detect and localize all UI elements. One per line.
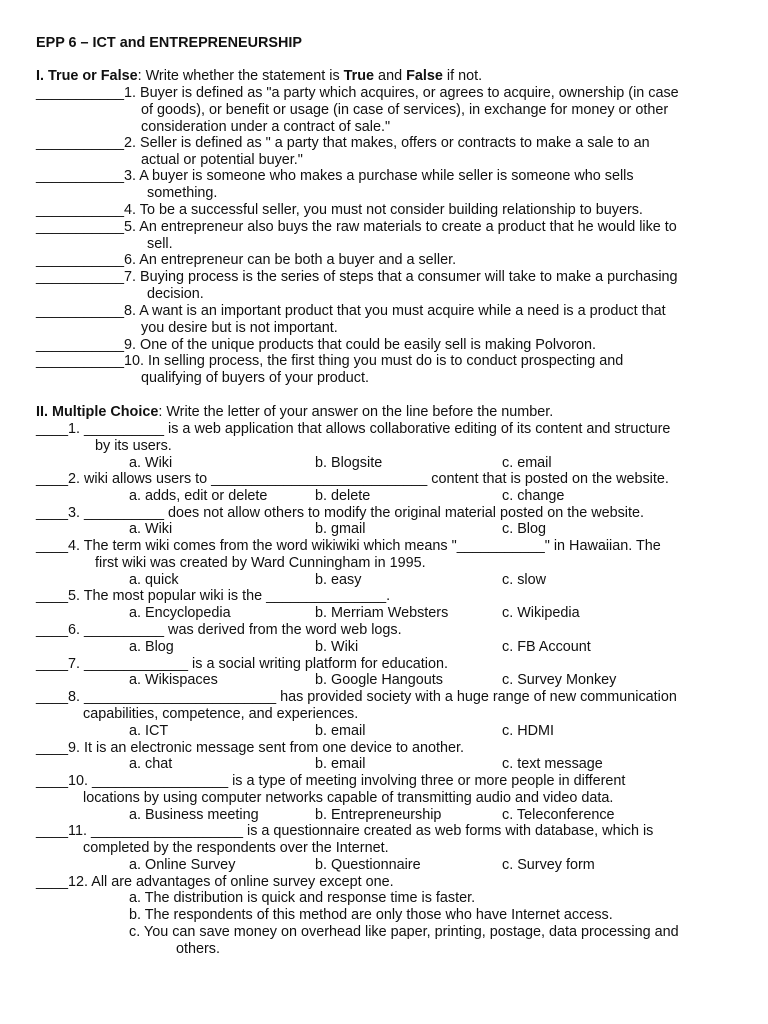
option-b: b. delete: [315, 488, 371, 504]
option-b: b. Wiki: [315, 639, 359, 655]
option-c: c. HDMI: [502, 723, 554, 739]
tf-item-1-line-3: consideration under a contract of sale.": [141, 118, 391, 135]
option-a: a. adds, edit or delete: [129, 488, 268, 504]
tf-item-4-line-1: ___________4. To be a successful seller, you must not consider building relationship to buyers.: [36, 202, 643, 218]
answer-blank[interactable]: ___________: [36, 353, 125, 369]
tf-item-9-line-1: ___________9. One of the unique products that could be easily sell is making Polvoron.: [36, 337, 597, 353]
mc-item-2-options: [129, 488, 729, 505]
answer-blank[interactable]: ___________: [36, 85, 125, 101]
mc-item-11-options: [129, 857, 729, 874]
answer-blank[interactable]: ___________: [36, 269, 125, 285]
mc-item-3-line-1: ____3. __________ does not allow others to modify the original material posted on the website.: [36, 505, 645, 521]
answer-blank[interactable]: ___________: [36, 252, 125, 268]
option-c: c. Teleconference: [502, 807, 615, 823]
tf-item-4: [36, 202, 736, 219]
tf-item-1-line-1: ___________1. Buyer is defined as "a party which acquires, or agrees to acquire, ownership (in case: [36, 85, 679, 101]
mc-item-4-line-2: first wiki was created by Ward Cunningham in 1995.: [95, 554, 426, 571]
mc-item-4-line-1: ____4. The term wiki comes from the word wikiwiki which means "___________" in Hawaiian. The: [36, 538, 661, 554]
tf-item-3: [36, 168, 736, 202]
mc-item-12-option-a: a. The distribution is quick and response time is faster.: [129, 890, 476, 906]
option-b: b. Merriam Websters: [315, 605, 449, 621]
tf-item-2-line-1: ___________2. Seller is defined as " a party that makes, offers or contracts to make a sale to an: [36, 135, 650, 151]
tf-item-10-line-2: qualifying of buyers of your product.: [141, 369, 369, 386]
mc-item-1-options: [129, 455, 729, 472]
mc-item-9-options: [129, 756, 729, 773]
option-a: a. Blog: [129, 639, 174, 655]
tf-item-3-line-1: ___________3. A buyer is someone who makes a purchase while seller is someone who sells: [36, 168, 634, 184]
mc-item-9: [36, 740, 746, 757]
option-c: c. email: [502, 455, 552, 471]
tf-item-10: [36, 353, 736, 387]
answer-blank[interactable]: ___________: [36, 219, 125, 235]
option-b: b. Questionnaire: [315, 857, 421, 873]
mc-item-7: [36, 656, 746, 673]
mc-item-7-line-1: ____7. _____________ is a social writing platform for education.: [36, 656, 449, 672]
mc-item-11-line-1: ____11. ___________________ is a questionnaire created as web forms with database, which is: [36, 823, 654, 839]
tf-item-9: [36, 337, 736, 354]
mc-item-12: [36, 874, 746, 891]
tf-item-1-line-2: of goods), or benefit or usage (in case of services), in exchange for money or other: [141, 101, 669, 118]
option-a: a. Wiki: [129, 455, 173, 471]
mc-item-1-line-1: ____1. __________ is a web application that allows collaborative editing of its content and structure: [36, 421, 671, 437]
section1-heading: [36, 68, 482, 85]
tf-item-7-line-2: decision.: [147, 285, 204, 302]
option-b: b. email: [315, 723, 366, 739]
tf-item-8-line-2: you desire but is not important.: [141, 319, 338, 336]
mc-item-12-option-c: c. You can save money on overhead like paper, printing, postage, data processing and others.: [129, 924, 679, 957]
option-c: c. text message: [502, 756, 603, 772]
option-b: b. easy: [315, 572, 362, 588]
tf-item-8: [36, 303, 736, 337]
tf-item-2: [36, 135, 736, 169]
mc-item-2-line-1: ____2. wiki allows users to ___________________________ content that is posted on the website.: [36, 471, 669, 487]
section1-bold-false: False: [406, 68, 443, 84]
mc-item-8-line-1: ____8. ________________________ has provided society with a huge range of new communication: [36, 689, 677, 705]
mc-item-3-options: [129, 521, 729, 538]
option-a: a. ICT: [129, 723, 169, 739]
mc-item-8-line-2: capabilities, competence, and experiences.: [83, 705, 359, 722]
mc-item-4-options: [129, 572, 729, 589]
mc-item-7-options: [129, 672, 729, 689]
mc-item-8-options: [129, 723, 729, 740]
option-b: b. Google Hangouts: [315, 672, 444, 688]
mc-item-6: [36, 622, 746, 639]
mc-item-10-line-1: ____10. _________________ is a type of meeting involving three or more people in different: [36, 773, 626, 789]
tf-item-1: [36, 85, 736, 135]
section2-instruction: : Write the letter of your answer on the line before the number.: [158, 404, 554, 420]
option-a: a. Encyclopedia: [129, 605, 231, 621]
tf-item-7-line-1: ___________7. Buying process is the series of steps that a consumer will take to make a purchasing: [36, 269, 678, 285]
mc-item-11-line-2: completed by the respondents over the Internet.: [83, 839, 389, 856]
mc-item-12-option-b: b. The respondents of this method are only those who have Internet access.: [129, 907, 613, 923]
tf-item-3-line-2: something.: [147, 184, 218, 201]
tf-item-6: [36, 252, 736, 269]
answer-blank[interactable]: ___________: [36, 303, 125, 319]
mc-item-6-options: [129, 639, 729, 656]
option-a: a. chat: [129, 756, 173, 772]
option-a: a. Online Survey: [129, 857, 236, 873]
option-c: c. Survey Monkey: [502, 672, 617, 688]
mc-item-11: [36, 823, 746, 857]
tf-item-5-line-2: sell.: [147, 235, 173, 252]
answer-blank[interactable]: ___________: [36, 202, 125, 218]
option-b: b. email: [315, 756, 366, 772]
mc-item-5: [36, 588, 746, 605]
mc-item-10-options: [129, 807, 729, 824]
option-a: a. Business meeting: [129, 807, 259, 823]
tf-item-8-line-1: ___________8. A want is an important product that you must acquire while a need is a product that: [36, 303, 666, 319]
option-c: c. Survey form: [502, 857, 595, 873]
tf-item-10-line-1: ___________10. In selling process, the first thing you must do is to conduct prospecting and: [36, 353, 624, 369]
mc-item-12-line-1: ____12. All are advantages of online survey except one.: [36, 874, 394, 890]
section1-instruction-a: : Write whether the statement is: [137, 68, 344, 84]
mc-item-8: [36, 689, 746, 723]
mc-item-1-line-2: by its users.: [95, 437, 172, 454]
option-c: c. FB Account: [502, 639, 591, 655]
mc-item-1: [36, 421, 746, 455]
tf-item-5-line-1: ___________5. An entrepreneur also buys the raw materials to create a product that he would like to: [36, 219, 677, 235]
option-c: c. Blog: [502, 521, 546, 537]
section1-title: I. True or False: [36, 68, 138, 84]
mc-item-4: [36, 538, 746, 572]
answer-blank[interactable]: ___________: [36, 168, 125, 184]
mc-item-5-options: [129, 605, 729, 622]
mc-item-3: [36, 505, 746, 522]
option-b: b. Blogsite: [315, 455, 383, 471]
tf-item-5: [36, 219, 736, 253]
mc-item-10-line-2: locations by using computer networks capable of transmitting audio and video data.: [83, 789, 614, 806]
section1-bold-true: True: [343, 68, 375, 84]
option-c: c. slow: [502, 572, 546, 588]
section2-heading: [36, 404, 553, 421]
tf-item-7: [36, 269, 736, 303]
answer-blank[interactable]: ___________: [36, 135, 125, 151]
option-a: a. Wikispaces: [129, 672, 218, 688]
tf-item-6-line-1: ___________6. An entrepreneur can be both a buyer and a seller.: [36, 252, 457, 268]
section1-instruction-c: if not.: [442, 68, 483, 84]
mc-item-5-line-1: ____5. The most popular wiki is the _______________.: [36, 588, 391, 604]
mc-item-2: [36, 471, 746, 488]
option-b: b. Entrepreneurship: [315, 807, 442, 823]
option-c: c. change: [502, 488, 565, 504]
tf-item-2-line-2: actual or potential buyer.": [141, 151, 303, 168]
option-b: b. gmail: [315, 521, 366, 537]
section1-instruction-b: and: [374, 68, 407, 84]
answer-blank[interactable]: ___________: [36, 337, 125, 353]
page-title: EPP 6 – ICT and ENTREPRENEURSHIP: [36, 35, 303, 51]
option-c: c. Wikipedia: [502, 605, 580, 621]
section2-title: II. Multiple Choice: [36, 404, 159, 420]
option-a: a. Wiki: [129, 521, 173, 537]
mc-item-10: [36, 773, 746, 807]
mc-item-6-line-1: ____6. __________ was derived from the word web logs.: [36, 622, 402, 638]
option-a: a. quick: [129, 572, 179, 588]
mc-item-9-line-1: ____9. It is an electronic message sent from one device to another.: [36, 740, 464, 756]
